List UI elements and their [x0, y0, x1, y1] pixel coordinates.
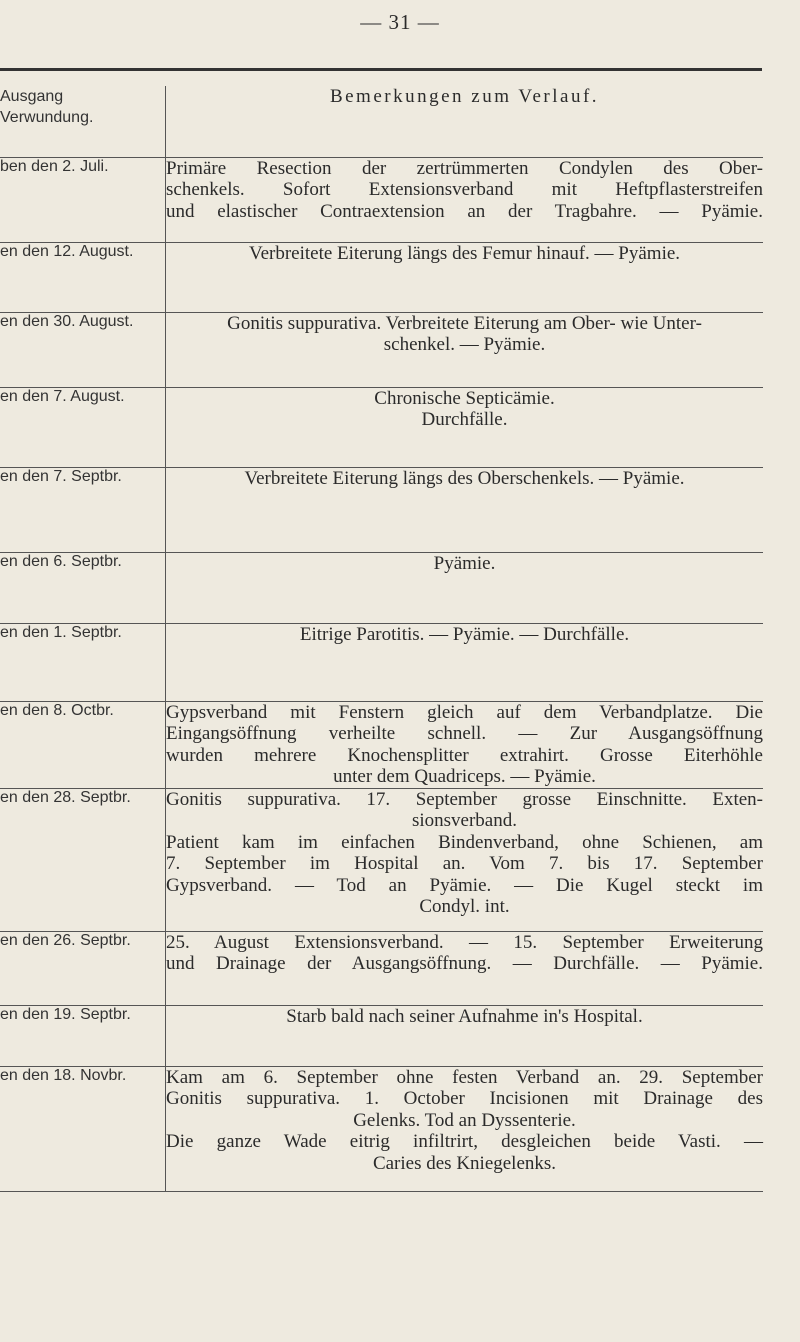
table-body: [0, 157, 763, 1191]
remarks-cell: [166, 701, 764, 788]
table-row: [0, 1005, 763, 1066]
page-number: — 31 —: [360, 10, 440, 34]
table-row: [0, 387, 763, 467]
remarks-cell: [166, 467, 764, 552]
outcome-date-cell: en den 7. Septbr.: [0, 467, 166, 552]
outcome-date-cell: en den 6. Septbr.: [0, 552, 166, 623]
outcome-header-line: Verwundung.: [0, 109, 94, 126]
remark-line: Gelenks. Tod an Dyssenterie.: [353, 1109, 576, 1131]
remark-line: Eingangsöffnung verheilte schnell. — Zur Ausgangsöffnung: [166, 723, 763, 744]
remark-line: Gonitis suppurativa. Verbreitete Eiterung am Ober- wie Unter-: [227, 312, 702, 334]
remark-line: wurden mehrere Knochensplitter extrahirt. Grosse Eiterhöhle: [166, 744, 763, 766]
outcome-date-cell: en den 18. Novbr.: [0, 1066, 166, 1191]
table-row: [0, 312, 763, 387]
remark-line: Kam am 6. September ohne festen Verband an. 29. September: [166, 1066, 763, 1088]
outcome-column-header: [0, 86, 166, 157]
remark-line: Condyl. int.: [419, 896, 510, 917]
remark-line: Gypsverband. — Tod an Pyämie. — Die Kugel steckt im: [166, 874, 763, 896]
remark-line: und elastischer Contraextension an der Tragbahre. — Pyämie.: [166, 200, 763, 222]
remark-line: Patient kam im einfachen Bindenverband, ohne Schienen, am: [166, 831, 763, 853]
remark-line: Gonitis suppurativa. 1. October Incisionen mit Drainage des: [166, 1088, 763, 1109]
case-table: [0, 86, 763, 1192]
outcome-header-line: Ausgang: [0, 88, 64, 105]
remark-line: und Drainage der Ausgangsöffnung. — Durchfälle. — Pyämie.: [166, 953, 763, 974]
remarks-cell: [166, 1005, 764, 1066]
outcome-date-cell: ben den 2. Juli.: [0, 157, 166, 242]
outcome-date-cell: en den 26. Septbr.: [0, 931, 166, 1005]
outcome-date-cell: en den 12. August.: [0, 242, 166, 312]
remarks-cell: [166, 1066, 764, 1191]
table-row: [0, 242, 763, 312]
outcome-date-cell: en den 19. Septbr.: [0, 1005, 166, 1066]
outcome-date-cell: en den 30. August.: [0, 312, 166, 387]
table-row: [0, 623, 763, 701]
remark-line: unter dem Quadriceps. — Pyämie.: [333, 766, 596, 787]
table-row: [0, 552, 763, 623]
remarks-cell: [166, 552, 764, 623]
remark-line: Verbreitete Eiterung längs des Oberschenkels. — Pyämie.: [244, 467, 685, 489]
table-header-row: [0, 86, 763, 157]
remark-line: Die ganze Wade eitrig infiltrirt, desgleichen beide Vasti. —: [166, 1131, 763, 1152]
remark-line: sionsverband.: [411, 810, 517, 831]
remarks-column-header: Bemerkungen zum Verlauf.: [166, 86, 764, 157]
remarks-cell: [166, 312, 764, 387]
remark-line: Pyämie.: [433, 552, 496, 574]
outcome-date-cell: en den 8. Octbr.: [0, 701, 166, 788]
remarks-cell: [166, 931, 764, 1005]
table-row: [0, 1066, 763, 1191]
remark-line: Gypsverband mit Fenstern gleich auf dem Verbandplatze. Die: [166, 701, 763, 723]
remark-line: Primäre Resection der zertrümmerten Condylen des Ober-: [166, 157, 763, 179]
remark-line: 25. August Extensionsverband. — 15. September Erweiterung: [166, 931, 763, 953]
table-row: [0, 788, 763, 931]
remarks-cell: [166, 157, 764, 242]
remark-line: Chronische Septicämie.: [374, 387, 555, 409]
remark-line: Eitrige Parotitis. — Pyämie. — Durchfälle.: [299, 623, 630, 645]
table-row: [0, 931, 763, 1005]
table-row: [0, 467, 763, 552]
outcome-date-cell: en den 7. August.: [0, 387, 166, 467]
header-rule: [0, 68, 762, 71]
table-row: [0, 701, 763, 788]
remarks-cell: [166, 788, 764, 931]
outcome-date-cell: en den 1. Septbr.: [0, 623, 166, 701]
remark-line: schenkels. Sofort Extensionsverband mit Heftpflasterstreifen: [166, 179, 763, 200]
remark-line: Durchfälle.: [421, 409, 508, 430]
remarks-cell: [166, 623, 764, 701]
outcome-date-cell: en den 28. Septbr.: [0, 788, 166, 931]
remarks-cell: [166, 387, 764, 467]
remark-line: Verbreitete Eiterung längs des Femur hinauf. — Pyämie.: [248, 242, 681, 264]
remark-line: Gonitis suppurativa. 17. September grosse Einschnitte. Exten-: [166, 788, 763, 810]
remarks-cell: [166, 242, 764, 312]
remark-line: 7. September im Hospital an. Vom 7. bis 17. September: [166, 853, 763, 874]
remark-line: Starb bald nach seiner Aufnahme in's Hospital.: [286, 1005, 643, 1027]
remark-line: Caries des Kniegelenks.: [372, 1152, 557, 1174]
remark-line: schenkel. — Pyämie.: [383, 334, 546, 355]
table-row: [0, 157, 763, 242]
